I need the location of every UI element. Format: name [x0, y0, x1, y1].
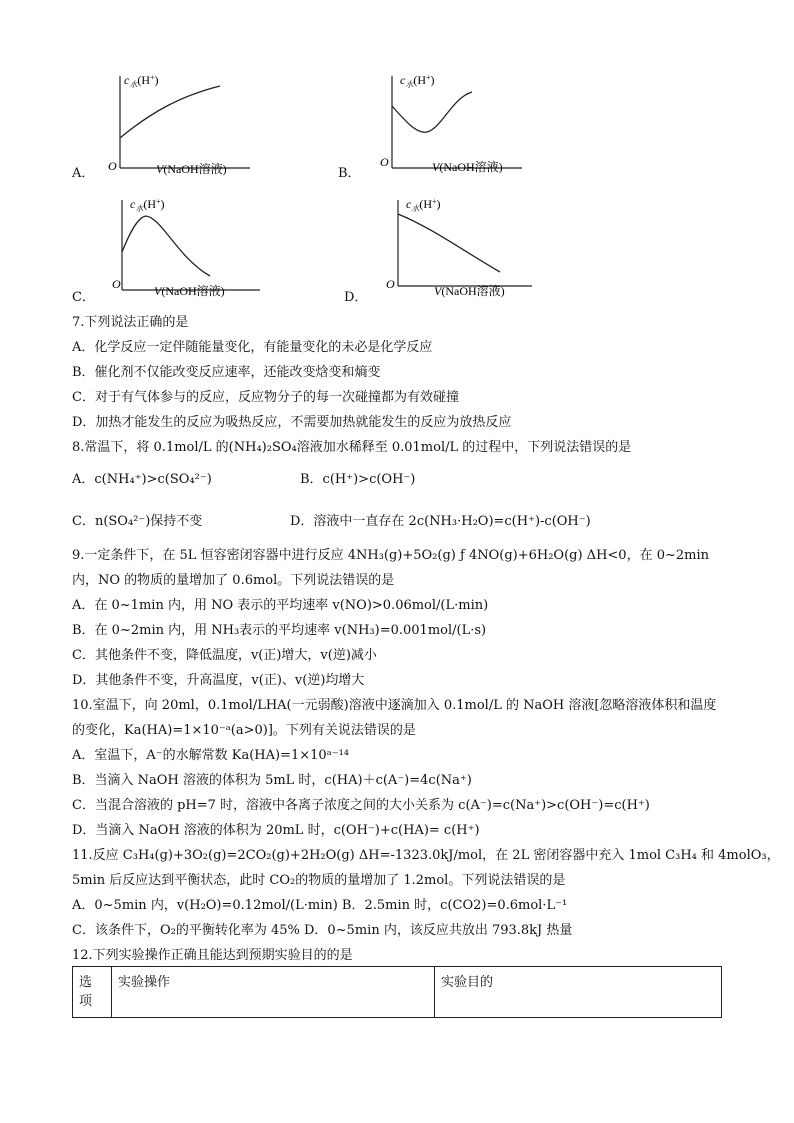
graph-d-origin: O	[386, 277, 395, 291]
q10-option-a: A．室温下，A⁻的水解常数 Ka(HA)=1×10ᵃ⁻¹⁴	[72, 748, 349, 763]
q10-option-b: B．当滴入 NaOH 溶液的体积为 5mL 时，c(HA)＋c(A⁻)=4c(Na⁺)	[72, 773, 472, 788]
q10-stem-line2: 的变化，Ka(HA)=1×10⁻ᵃ(a>0)]。下列有关说法错误的是	[72, 723, 416, 738]
q7-option-c: C．对于有气体参与的反应，反应物分子的每一次碰撞都为有效碰撞	[72, 390, 459, 405]
q10-stem-line1: 10.室温下，向 20ml，0.1mol/LHA(一元弱酸)溶液中逐滴加入 0.1mol/L 的 NaOH 溶液[忽略溶液体积和温度	[72, 698, 717, 713]
q8-stem: 8.常温下，将 0.1mol/L 的(NH₄)₂SO₄溶液加水稀释至 0.01mol/L 的过程中，下列说法错误的是	[72, 440, 632, 455]
graph-b-xlabel: V(NaOH溶液)	[432, 160, 503, 174]
q12-table	[72, 966, 722, 1018]
q8-option-c: C．n(SO₄²⁻)保持不变	[72, 514, 203, 529]
graph-d	[372, 192, 542, 302]
q11-stem-line1: 11.反应 C₃H₄(g)+3O₂(g)=2CO₂(g)+2H₂O(g) ΔH=-1323.0kJ/mol，在 2L 密闭容器中充入 1mol C₃H₄ 和 4molO₃，	[72, 848, 780, 863]
q9-option-a: A．在 0~1min 内，用 NO 表示的平均速率 v(NO)>0.06mol/(L·min)	[72, 598, 489, 613]
graph-c-xlabel: V(NaOH溶液)	[154, 284, 225, 298]
q10-option-d: D．当滴入 NaOH 溶液的体积为 20mL 时，c(OH⁻)+c(HA)= c(H⁺)	[72, 823, 480, 838]
q11-options-ab: A．0~5min 内，v(H₂O)=0.12mol/(L·min) B．2.5min 时，c(CO2)=0.6mol·L⁻¹	[72, 898, 568, 913]
graph-d-ylabel: $c_水(H^+)$	[406, 197, 441, 213]
graph-a-ylabel: $c_水(H^+)$	[124, 73, 159, 89]
header-option-line1: 选	[79, 975, 93, 990]
graph-c	[100, 192, 270, 302]
q7-option-a: A．化学反应一定伴随能量变化，有能量变化的未必是化学反应	[72, 340, 433, 355]
header-operation: 实验操作	[112, 967, 435, 1018]
graph-a-xlabel: V(NaOH溶液)	[156, 162, 227, 176]
header-option-line2: 项	[79, 994, 93, 1009]
q9-stem-line1: 9.一定条件下，在 5L 恒容密闭容器中进行反应 4NH₃(g)+5O₂(g) ƒ 4NO(g)+6H₂O(g) ΔH<0，在 0~2min	[72, 548, 709, 563]
q9-option-d: D．其他条件不变，升高温度，v(正)、v(逆)均增大	[72, 673, 365, 688]
graph-c-ylabel: $c_水(H^+)$	[130, 197, 165, 213]
q10-option-c: C．当混合溶液的 pH=7 时，溶液中各离子浓度之间的大小关系为 c(A⁻)=c(Na⁺)>c(OH⁻)=c(H⁺)	[72, 798, 650, 813]
graph-a	[100, 68, 260, 178]
q11-options-cd: C．该条件下，O₂的平衡转化率为 45% D．0~5min 内，该反应共放出 793.8kJ 热量	[72, 923, 573, 938]
graph-b-origin: O	[380, 155, 389, 169]
q12-stem: 12.下列实验操作正确且能达到预期实验目的的是	[72, 948, 353, 963]
graph-c-origin: O	[112, 277, 121, 291]
option-a-label: A．	[72, 166, 95, 181]
graph-b-ylabel: $c_水(H^+)$	[400, 73, 435, 89]
q7-stem: 7.下列说法正确的是	[72, 315, 189, 330]
curve-a	[120, 86, 220, 138]
header-option	[73, 967, 112, 1018]
q11-stem-line2: 5min 后反应达到平衡状态，此时 CO₂的物质的量增加了 1.2mol。下列说法错误的是	[72, 873, 566, 888]
header-purpose: 实验目的	[435, 967, 722, 1018]
option-c-label: C．	[72, 290, 95, 305]
curve-c	[122, 216, 210, 276]
curve-b	[392, 92, 472, 132]
graph-b	[372, 68, 532, 178]
q8-option-b: B．c(H⁺)>c(OH⁻)	[300, 472, 416, 487]
graph-a-origin: O	[108, 159, 117, 173]
option-d-label: D．	[344, 290, 368, 305]
q9-option-b: B．在 0~2min 内，用 NH₃表示的平均速率 v(NH₃)=0.001mol/(L·s)	[72, 623, 487, 638]
q9-option-c: C．其他条件不变，降低温度，v(正)增大，v(逆)减小	[72, 648, 377, 663]
q8-option-a: A．c(NH₄⁺)>c(SO₄²⁻)	[72, 472, 212, 487]
q9-stem-line2: 内，NO 的物质的量增加了 0.6mol。下列说法错误的是	[72, 573, 395, 588]
q7-option-d: D．加热才能发生的反应为吸热反应，不需要加热就能发生的反应为放热反应	[72, 415, 512, 430]
graph-d-xlabel: V(NaOH溶液)	[434, 284, 505, 298]
q7-option-b: B．催化剂不仅能改变反应速率，还能改变焓变和熵变	[72, 365, 381, 380]
option-b-label: B．	[338, 166, 361, 181]
q8-option-d: D．溶液中一直存在 2c(NH₃·H₂O)=c(H⁺)-c(OH⁻)	[290, 514, 591, 529]
curve-d	[398, 214, 500, 272]
table-header-row	[73, 967, 722, 1018]
